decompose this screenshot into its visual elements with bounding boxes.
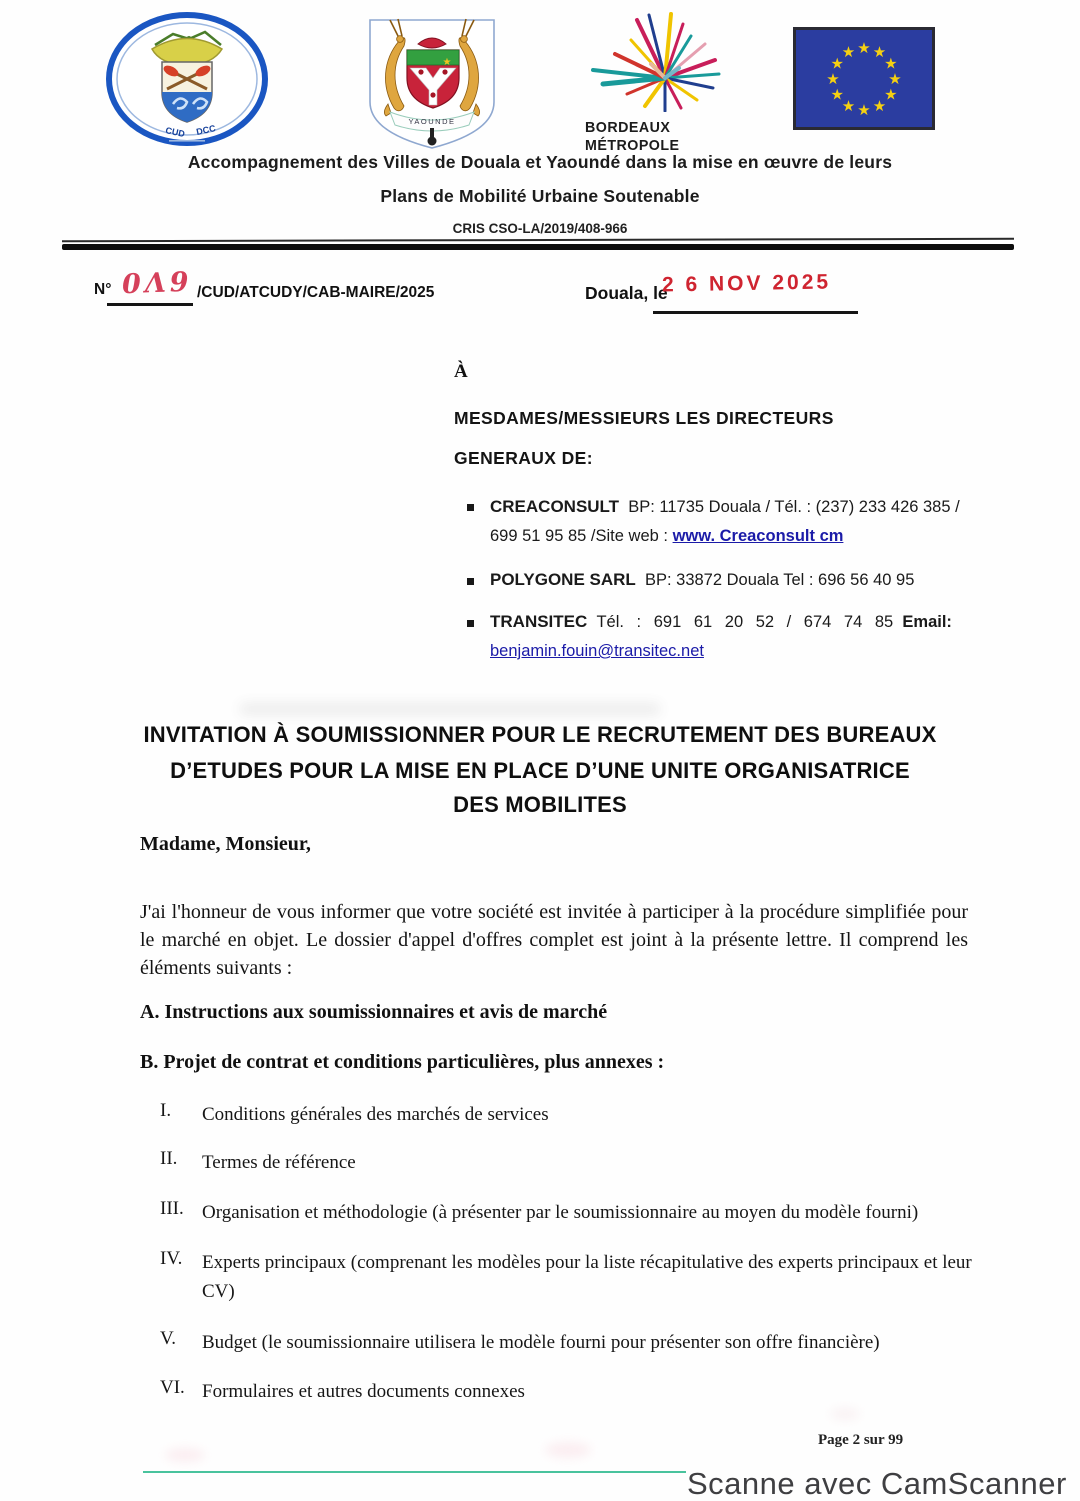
date-underline	[653, 311, 858, 314]
svg-text:★: ★	[872, 44, 887, 62]
intro-paragraph: J'ai l'honneur de vous informer que votre société est invitée à participer à la procédure simplifiée pour le marché en objet. Le dossier d'appel d'offres complet est joint à la présente lettre. Il comprend les éléments suivants :	[140, 901, 968, 979]
list-item-numeral: III.	[160, 1198, 184, 1219]
cud-logo-text-left: CUD	[164, 125, 186, 140]
svg-text:★: ★	[442, 57, 452, 68]
cris-reference: CRIS CSO-LA/2019/408-966	[452, 221, 628, 236]
recipient-line2: GENERAUX DE:	[454, 448, 593, 468]
list-item-text: Conditions générales des marchés de services	[202, 1104, 549, 1125]
company-transitec-line1	[490, 612, 952, 632]
numero-suffix: /CUD/ATCUDY/CAB-MAIRE/2025	[197, 284, 435, 301]
letter-title-line2: D’ETUDES POUR LA MISE EN PLACE D’UNE UNITE ORGANISATRICE	[170, 758, 910, 783]
svg-text:★: ★	[857, 102, 871, 119]
eu-flag	[793, 27, 935, 135]
list-item-text: Formulaires et autres documents connexes	[202, 1381, 525, 1402]
list-item-numeral: II.	[160, 1148, 178, 1169]
eu-flag-icon	[793, 27, 935, 130]
letter-title-line1: INVITATION À SOUMISSIONNER POUR LE RECRUTEMENT DES BUREAUX	[143, 722, 937, 747]
list-item-numeral: V.	[160, 1328, 177, 1349]
bordeaux-metropole-logo	[585, 12, 745, 155]
company-info2: 699 51 95 85 /Site web :	[490, 527, 673, 545]
bordeaux-starburst-icon	[585, 12, 745, 112]
list-item-numeral: IV.	[160, 1248, 183, 1269]
numero-label: N°	[94, 281, 112, 298]
date-stamp: 2 6 NOV 2025	[661, 270, 832, 297]
section-b-heading: B. Projet de contrat et conditions particulières, plus annexes :	[140, 1051, 665, 1073]
svg-text:★: ★	[830, 55, 844, 73]
svg-text:★: ★	[888, 71, 902, 88]
svg-text:★: ★	[884, 86, 898, 104]
recipient-line1: MESDAMES/MESSIEURS LES DIRECTEURS	[454, 408, 834, 428]
company-name: CREACONSULT	[490, 497, 620, 516]
list-item-numeral: VI.	[160, 1377, 185, 1398]
program-title-line2: Plans de Mobilité Urbaine Soutenable	[380, 186, 700, 206]
list-item-text: Experts principaux (comprenant les modèles pour la liste récapitulative des experts principaux et leur CV)	[202, 1252, 972, 1302]
svg-text:★: ★	[872, 97, 887, 115]
company-transitec-line2	[490, 642, 704, 661]
cud-douala-logo	[103, 12, 271, 155]
svg-text:★: ★	[884, 55, 898, 73]
company-polygone-line	[490, 570, 914, 590]
svg-text:★: ★	[841, 97, 856, 115]
company-creaconsult-line2	[490, 527, 843, 546]
scan-artifact	[240, 703, 660, 715]
bullet-icon	[467, 620, 474, 627]
list-item-text: Budget (le soumissionnaire utilisera le modèle fourni pour présenter son offre financière)	[202, 1332, 880, 1353]
scan-artifact	[545, 1442, 591, 1458]
transitec-email-link[interactable]: benjamin.fouin@transitec.net	[490, 642, 704, 660]
recipient-a: À	[454, 361, 468, 382]
header-rule-thick	[62, 244, 1014, 250]
list-item-text: Termes de référence	[202, 1152, 356, 1173]
company-name: TRANSITEC	[490, 612, 588, 631]
creaconsult-website-link[interactable]: www. Creaconsult cm	[672, 527, 844, 545]
cud-logo-text-right: DCC	[195, 123, 217, 137]
scan-artifact	[830, 1408, 860, 1420]
bordeaux-logo-text-line1: BORDEAUX	[585, 119, 671, 136]
company-creaconsult-line1	[490, 497, 960, 517]
email-label: Email:	[902, 613, 952, 631]
company-info: BP: 11735 Douala / Tél. : (237) 233 426 385 /	[628, 498, 960, 516]
header-rule-thin	[62, 238, 1014, 242]
bordeaux-logo-text-line2: MÉTROPOLE	[585, 137, 680, 154]
svg-text:★: ★	[826, 71, 840, 88]
program-title-line1: Accompagnement des Villes de Douala et Yaoundé dans la mise en œuvre de leurs	[187, 152, 893, 172]
page-number: Page 2 sur 99	[818, 1432, 904, 1448]
list-item-text: Organisation et méthodologie (à présenter par le soumissionnaire au moyen du modèle fourni)	[202, 1202, 919, 1223]
section-a-heading: A. Instructions aux soumissionnaires et avis de marché	[140, 1001, 608, 1023]
yaounde-banner-text: YAOUNDE	[408, 117, 456, 126]
salutation: Madame, Monsieur,	[140, 833, 311, 855]
svg-text:★: ★	[830, 86, 844, 104]
numero-handwritten-value: 0Λ9	[121, 266, 194, 301]
company-info: BP: 33872 Douala Tel : 696 56 40 95	[644, 571, 915, 589]
cud-douala-logo-icon	[103, 12, 271, 150]
bullet-icon	[467, 504, 474, 511]
letter-title-line3: DES MOBILITES	[453, 792, 627, 817]
svg-text:★: ★	[841, 44, 856, 62]
company-info: Tél. : 691 61 20 52 / 674 74 85	[596, 613, 894, 631]
list-item-numeral: I.	[160, 1100, 172, 1121]
yaounde-coat-of-arms	[352, 8, 512, 158]
scan-artifact	[165, 1448, 205, 1462]
yaounde-coat-of-arms-icon	[352, 8, 512, 153]
camscanner-watermark: Scanne avec CamScanner	[687, 1466, 1067, 1501]
company-name: POLYGONE SARL	[490, 570, 636, 589]
numero-underline	[107, 303, 193, 306]
bullet-icon	[467, 578, 474, 585]
place-date-label: Douala, le	[585, 283, 668, 303]
camscanner-divider-line	[143, 1471, 686, 1473]
svg-text:★: ★	[857, 40, 871, 57]
